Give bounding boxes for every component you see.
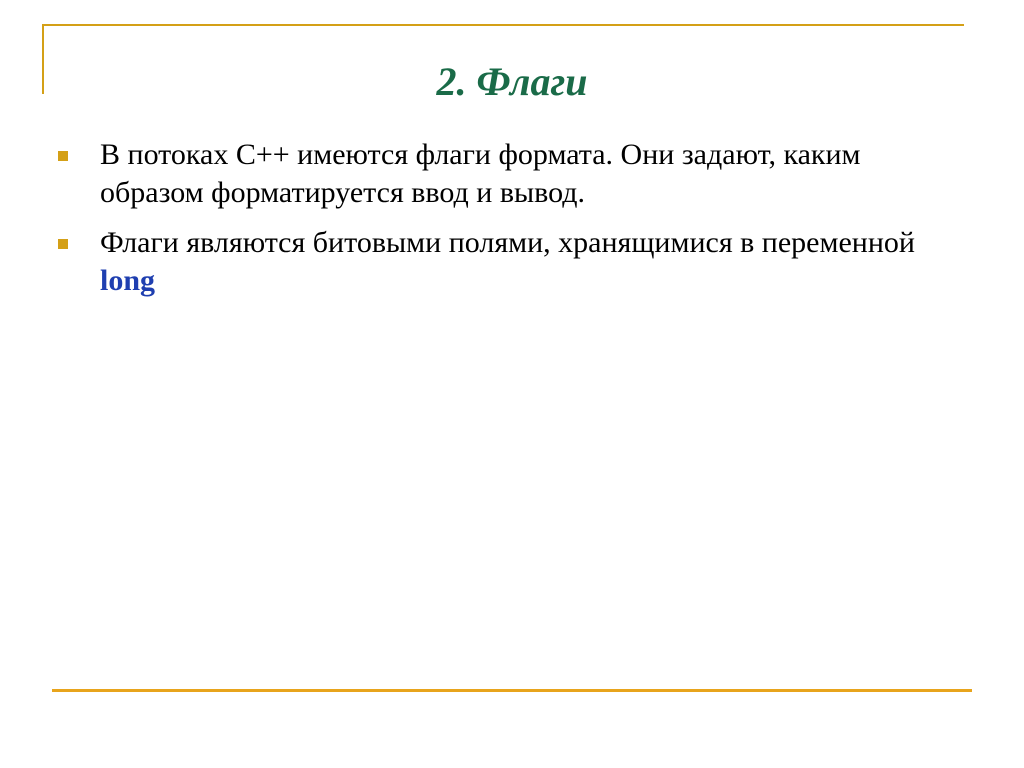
bullet-item <box>56 224 936 300</box>
square-bullet-icon <box>58 151 68 161</box>
slide-title: 2. Флаги <box>436 59 588 104</box>
bullet-text: Флаги являются битовыми полями, хранящимися в переменной <box>100 226 915 259</box>
frame-top-line <box>42 24 964 26</box>
bullet-item <box>56 136 936 212</box>
square-bullet-icon <box>58 239 68 249</box>
bullet-text: В потоках С++ имеются флаги формата. Они задают, каким образом форматируется ввод и вывод. <box>100 138 861 209</box>
code-keyword: long <box>100 264 156 297</box>
bullet-list <box>56 136 936 312</box>
frame-bottom-line <box>52 689 972 692</box>
